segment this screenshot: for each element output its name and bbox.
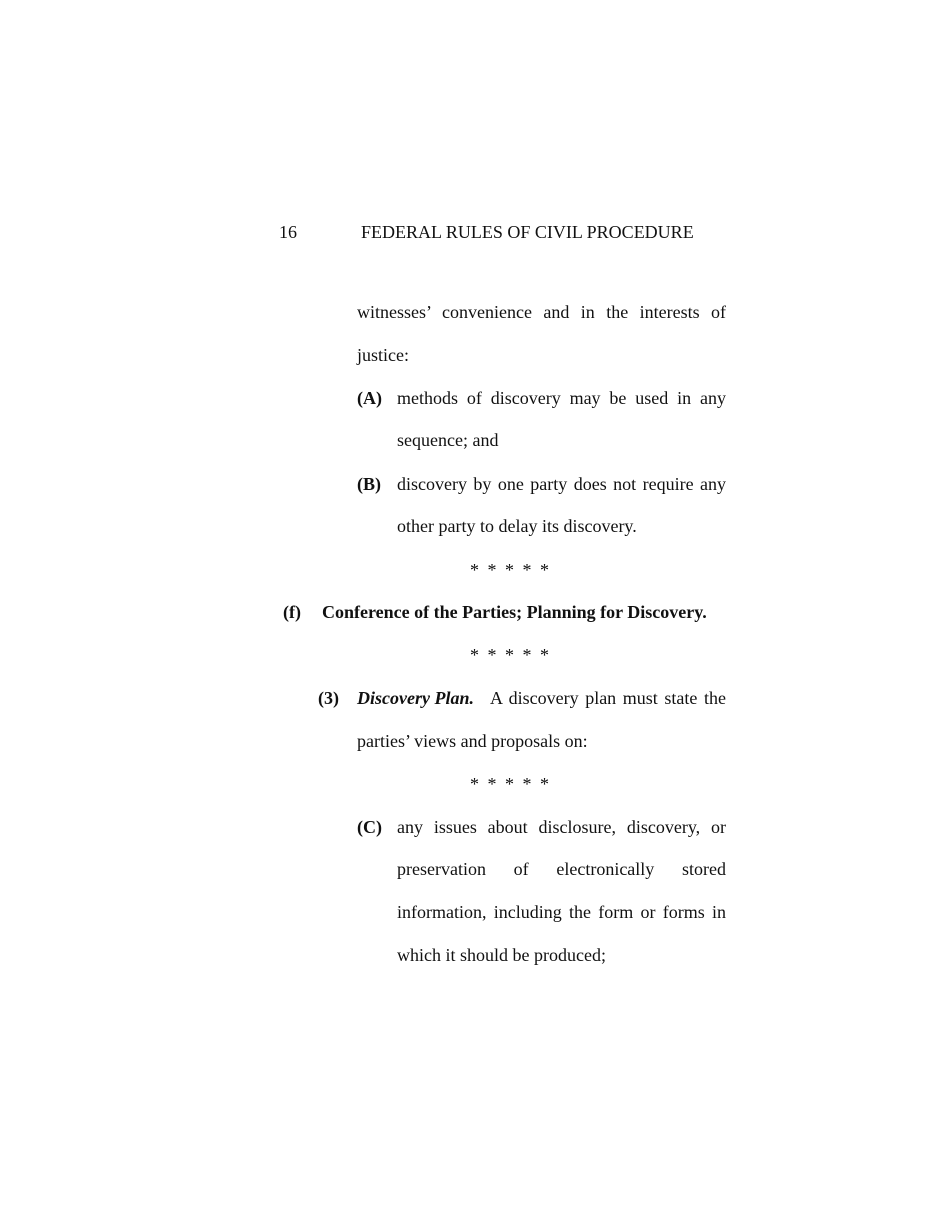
item-c-line-3: information, including the form or forms in: [397, 902, 726, 922]
para-3-line-1: A discovery plan must state the: [490, 688, 726, 708]
intro-line-1: witnesses’ convenience and in the interests of: [357, 302, 726, 322]
item-a-line-1: methods of discovery may be used in any: [397, 388, 726, 408]
item-a-label: (A): [357, 388, 382, 408]
item-a-line-2: sequence; and: [397, 430, 499, 450]
section-f-heading: Conference of the Parties; Planning for Discovery.: [322, 602, 707, 622]
para-3-line-2: parties’ views and proposals on:: [357, 731, 588, 751]
omission-marker-2: * * * * *: [470, 645, 551, 665]
item-b-line-1: discovery by one party does not require any: [397, 474, 726, 494]
page-number: 16: [279, 222, 297, 242]
item-c-label: (C): [357, 817, 382, 837]
omission-marker-3: * * * * *: [470, 774, 551, 794]
item-b-label: (B): [357, 474, 381, 494]
omission-marker-1: * * * * *: [470, 560, 551, 580]
intro-line-2: justice:: [357, 345, 409, 365]
section-f-label: (f): [283, 602, 301, 622]
item-c-line-2: preservation of electronically stored: [397, 859, 726, 879]
para-3-title: Discovery Plan.: [357, 688, 474, 708]
item-b-line-2: other party to delay its discovery.: [397, 516, 637, 536]
item-c-line-1: any issues about disclosure, discovery, or: [397, 817, 726, 837]
item-c-line-4: which it should be produced;: [397, 945, 606, 965]
para-3-label: (3): [318, 688, 339, 708]
running-title: FEDERAL RULES OF CIVIL PROCEDURE: [361, 222, 694, 242]
